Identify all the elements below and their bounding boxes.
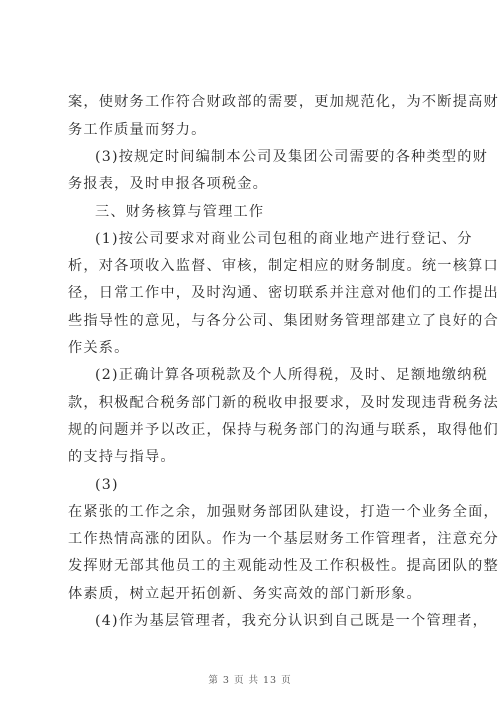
text-line: 作关系。 [68,340,130,356]
text-line: 务工作质量而努力。 [68,122,207,138]
text-line: 务报表，及时申报各项税金。 [68,176,269,192]
section-heading: 三、财务核算与管理工作 [95,204,265,220]
text-line: 发挥财无部其他员工的主观能动性及工作积极性。提高团队的整 [68,558,499,574]
text-line: (3)按规定时间编制本公司及集团公司需要的各种类型的财 [95,149,488,165]
text-line: 案，使财务工作符合财政部的需要，更加规范化，为不断提高财 [68,94,499,110]
text-line: 款，积极配合税务部门新的税收申报要求，及时发现违背税务法 [68,395,499,411]
text-line: 规的问题并予以改正，保持与税务部门的沟通与联系，取得他们 [68,422,499,438]
text-line: (2)正确计算各项税款及个人所得税，及时、足额地缴纳税 [95,367,488,383]
text-line: 些指导性的意见，与各分公司、集团财务管理部建立了良好的合 [68,313,499,329]
text-line: (1)按公司要求对商业公司包租的商业地产进行登记、分 [95,231,473,247]
page-number: 第 3 页 共 13 页 [208,675,292,686]
text-line: 的支持与指导。 [68,449,176,465]
text-line: (3) [95,477,119,493]
text-line: 工作热情高涨的团队。作为一个基层财务工作管理者，注意充分 [68,531,499,547]
text-line: 析，对各项收入监督、审核，制定相应的财务制度。统一核算口 [68,258,499,274]
text-line: (4)作为基层管理者，我充分认识到自己既是一个管理者， [95,613,488,629]
text-line: 在紧张的工作之余，加强财务部团队建设，打造一个业务全面， [68,504,499,520]
text-line: 径，日常工作中，及时沟通、密切联系并注意对他们的工作提出 [68,285,499,301]
text-line: 体素质，树立起开拓创新、务实高效的部门新形象。 [68,586,422,602]
